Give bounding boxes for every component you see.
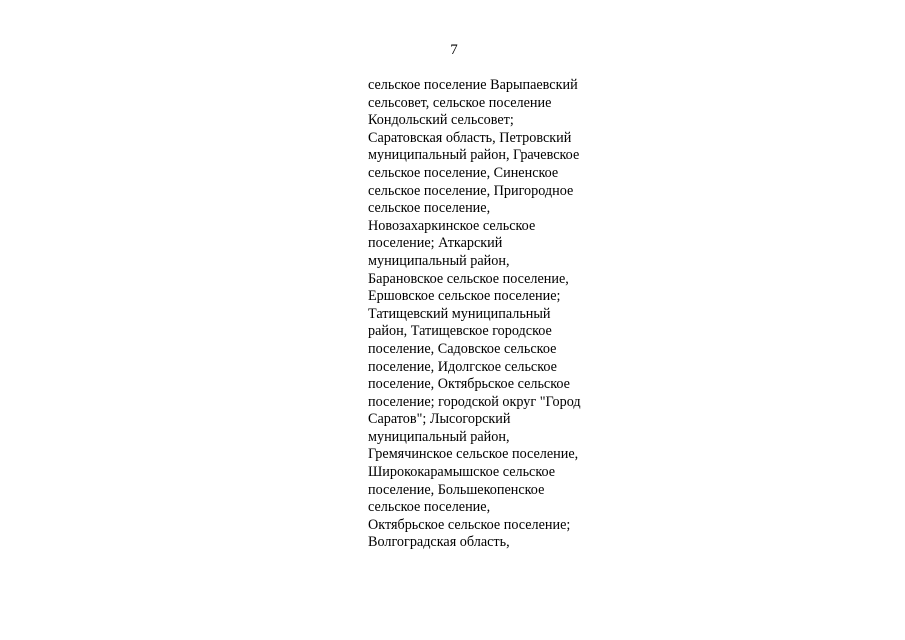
text-line: муниципальный район, Грачевское (368, 147, 580, 164)
text-line: сельское поселение, Синенское (368, 164, 559, 181)
page-number: 7 (450, 42, 458, 58)
text-line: сельское поселение Варыпаевский (368, 77, 578, 93)
text-line: сельское поселение, (368, 499, 491, 516)
text-line: Саратов"; Лысогорский (368, 411, 511, 428)
text-line: Гремячинское сельское поселение, (368, 446, 579, 463)
text-line: муниципальный район, (368, 428, 510, 445)
text-line: Барановское сельское поселение, (368, 270, 569, 287)
text-line: поселение, Идолгское сельское (368, 358, 557, 375)
text-line: поселение, Садовское сельское (368, 340, 557, 357)
text-line: сельское поселение, (368, 200, 491, 217)
text-line: поселение; городской округ "Город (368, 393, 581, 410)
text-line: Волгоградская область, (368, 534, 510, 551)
text-line: сельское поселение, Пригородное (368, 182, 574, 199)
text-line: район, Татищевское городское (368, 323, 552, 340)
text-line: муниципальный район, (368, 252, 510, 269)
text-line: Новозахаркинское сельское (368, 217, 536, 234)
text-line: Саратовская область, Петровский (368, 129, 572, 146)
text-line: Татищевский муниципальный (368, 305, 551, 322)
text-line: поселение; Аткарский (368, 235, 503, 252)
text-line: Ширококарамышское сельское (368, 464, 556, 481)
text-line: поселение, Большекопенское (368, 481, 545, 498)
text-line: поселение, Октябрьское сельское (368, 376, 570, 393)
body-text (368, 77, 618, 552)
text-line: Октябрьское сельское поселение; (368, 516, 571, 533)
text-line: Кондольский сельсовет; (368, 112, 514, 129)
text-line: сельсовет, сельское поселение (368, 94, 552, 111)
text-line: Ершовское сельское поселение; (368, 288, 561, 305)
